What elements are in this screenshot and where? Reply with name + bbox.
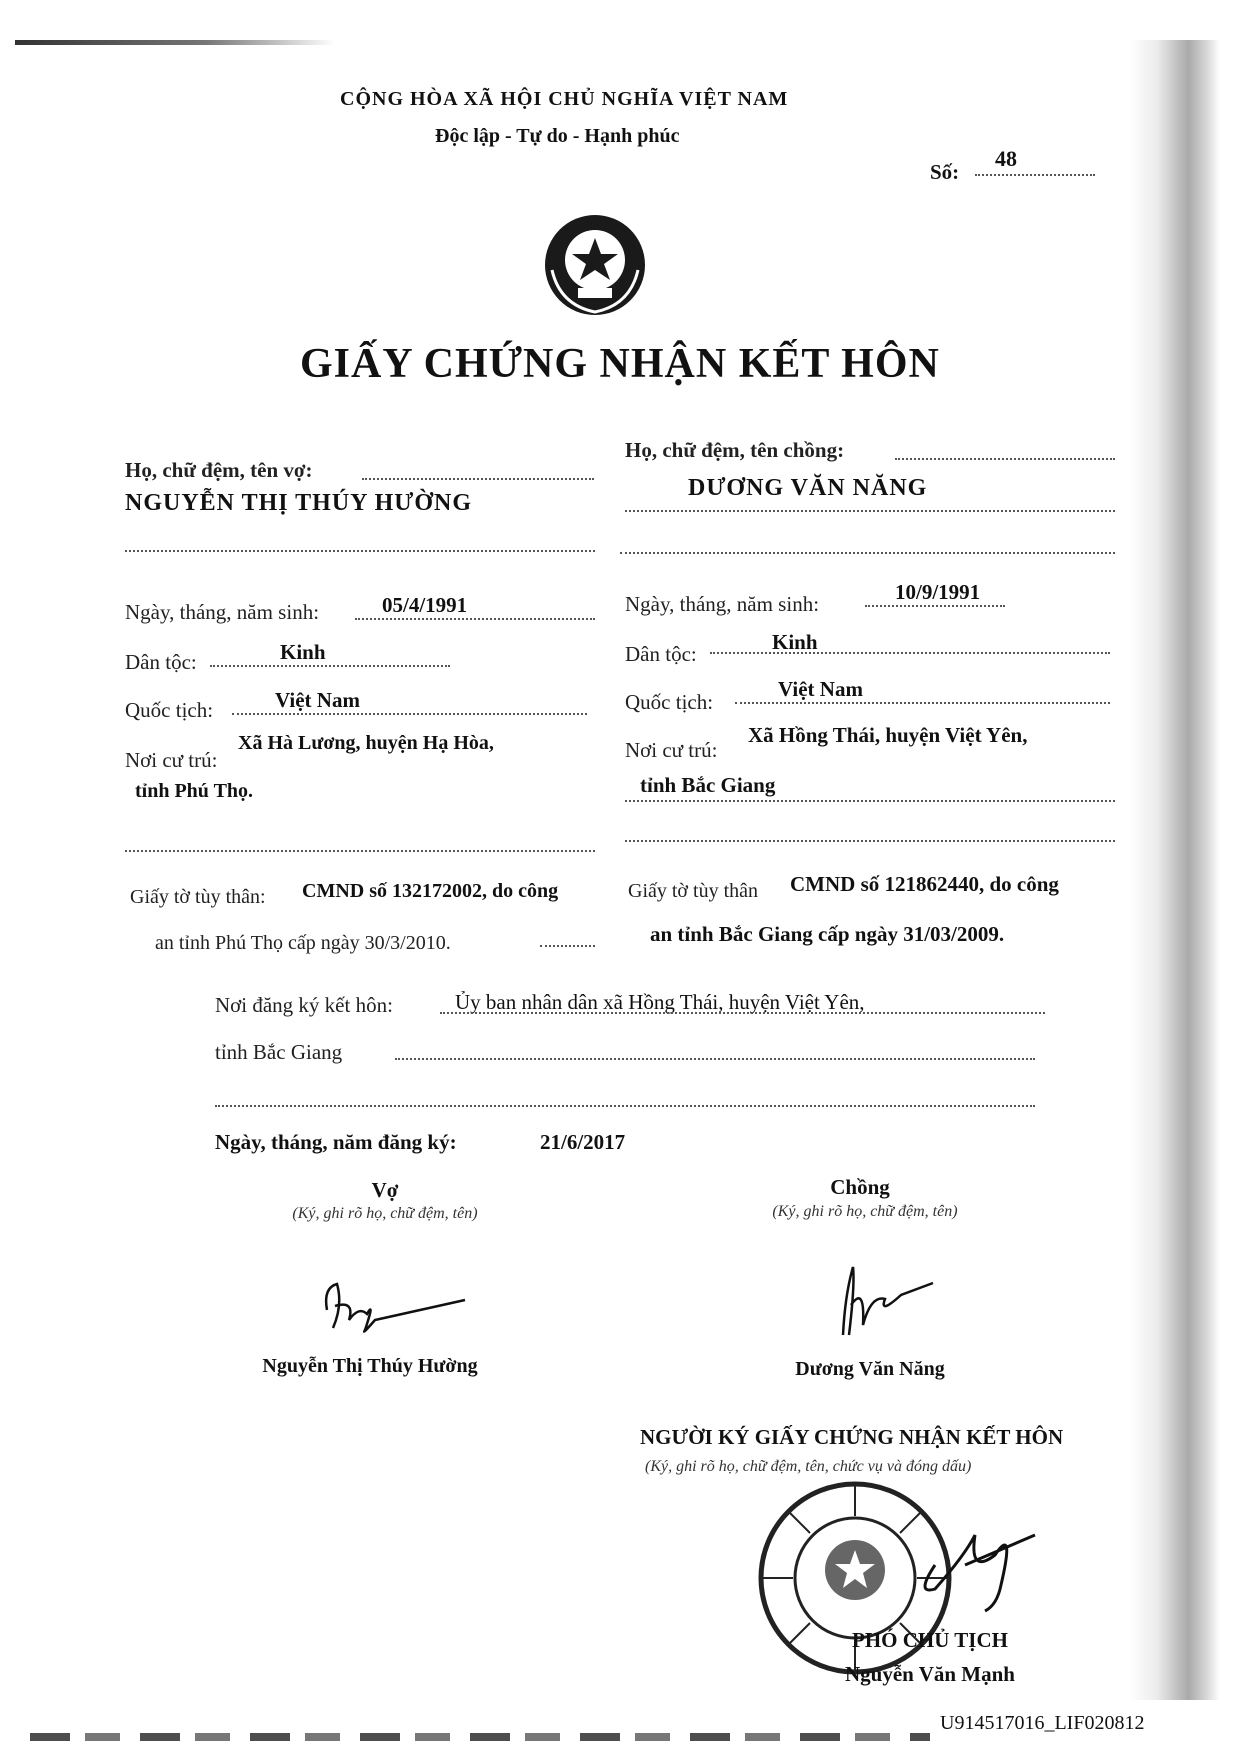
- registration-place-dots: [440, 1012, 1045, 1014]
- husband-nationality-dots: [735, 702, 1110, 704]
- husband-id-line1: CMND số 121862440, do công: [790, 872, 1059, 896]
- husband-ethnicity: Kinh: [772, 630, 818, 654]
- husband-name-dots-2: [625, 510, 1115, 512]
- wife-ethnicity: Kinh: [280, 640, 326, 664]
- husband-residence-dots-2: [625, 840, 1115, 842]
- scan-edge-top: [15, 40, 335, 45]
- wife-id-line1: CMND số 132172002, do công: [302, 880, 559, 902]
- registration-place-label: Nơi đăng ký kết hôn:: [215, 993, 393, 1017]
- number-value: 48: [995, 146, 1017, 171]
- wife-blank-dots: [125, 550, 595, 552]
- husband-name-dots: [895, 458, 1115, 460]
- husband-residence-label: Nơi cư trú:: [625, 738, 718, 762]
- husband-id-label: Giấy tờ tùy thân: [628, 880, 758, 902]
- husband-sign-note: (Ký, ghi rõ họ, chữ đệm, tên): [772, 1203, 958, 1220]
- official-position: PHÓ CHỦ TỊCH: [852, 1628, 1008, 1652]
- wife-id-dots: [540, 945, 595, 947]
- husband-nationality-label: Quốc tịch:: [625, 690, 714, 714]
- national-emblem-icon: [540, 210, 650, 320]
- husband-residence-line2: tỉnh Bắc Giang: [640, 773, 776, 797]
- scan-edge-bottom: [30, 1733, 930, 1741]
- husband-blank-dots: [620, 552, 1115, 554]
- husband-dob-label: Ngày, tháng, năm sinh:: [625, 592, 820, 616]
- registration-place-dots-2: [395, 1058, 1035, 1060]
- registration-place-line1: Ủy ban nhân dân xã Hồng Thái, huyện Việt Yên,: [455, 990, 865, 1014]
- husband-name: DƯƠNG VĂN NĂNG: [688, 475, 928, 501]
- scan-edge-right: [1130, 40, 1220, 1700]
- wife-dob-label: Ngày, tháng, năm sinh:: [125, 600, 320, 624]
- registration-blank-dots: [215, 1105, 1035, 1107]
- official-title: NGƯỜI KÝ GIẤY CHỨNG NHẬN KẾT HÔN: [640, 1425, 1064, 1449]
- number-dots: [975, 174, 1095, 176]
- official-note: (Ký, ghi rõ họ, chữ đệm, tên, chức vụ và đóng dấu): [645, 1458, 972, 1475]
- husband-id-line2: an tỉnh Bắc Giang cấp ngày 31/03/2009.: [650, 922, 1005, 946]
- husband-signature: [805, 1255, 945, 1345]
- document-title: GIẤY CHỨNG NHẬN KẾT HÔN: [300, 341, 940, 387]
- wife-name: NGUYỄN THỊ THÚY HƯỜNG: [125, 490, 473, 516]
- number-label: Số:: [930, 160, 960, 184]
- wife-nationality-dots: [232, 713, 587, 715]
- country-heading: CỘNG HÒA XÃ HỘI CHỦ NGHĨA VIỆT NAM: [340, 88, 789, 110]
- husband-nationality: Việt Nam: [778, 677, 863, 701]
- husband-ethnicity-dots: [710, 652, 1110, 654]
- wife-sign-note: (Ký, ghi rõ họ, chữ đệm, tên): [292, 1205, 478, 1222]
- husband-sign-name: Dương Văn Năng: [795, 1358, 945, 1380]
- wife-ethnicity-dots: [210, 665, 450, 667]
- wife-sign-title: Vợ: [371, 1178, 399, 1202]
- husband-residence-dots: [625, 800, 1115, 802]
- wife-residence-label: Nơi cư trú:: [125, 748, 218, 772]
- wife-dob: 05/4/1991: [382, 593, 468, 617]
- wife-dob-dots: [355, 618, 595, 620]
- wife-id-line2: an tỉnh Phú Thọ cấp ngày 30/3/2010.: [155, 932, 451, 954]
- registration-place-line2: tỉnh Bắc Giang: [215, 1040, 343, 1064]
- official-name: Nguyễn Văn Mạnh: [845, 1662, 1015, 1686]
- husband-dob: 10/9/1991: [895, 580, 981, 604]
- husband-residence-line1: Xã Hồng Thái, huyện Việt Yên,: [748, 723, 1028, 747]
- wife-nationality-label: Quốc tịch:: [125, 698, 214, 722]
- registration-date: 21/6/2017: [540, 1130, 626, 1154]
- husband-sign-title: Chồng: [830, 1175, 890, 1199]
- footer-code: U914517016_LIF020812: [940, 1712, 1145, 1734]
- wife-residence-line1: Xã Hà Lương, huyện Hạ Hòa,: [238, 732, 494, 754]
- husband-ethnicity-label: Dân tộc:: [625, 642, 697, 666]
- wife-id-label: Giấy tờ tùy thân:: [130, 886, 266, 908]
- wife-residence-line2: tỉnh Phú Thọ.: [135, 780, 254, 802]
- registration-date-label: Ngày, tháng, năm đăng ký:: [215, 1130, 457, 1154]
- wife-signature: [315, 1270, 475, 1340]
- wife-name-dots: [362, 478, 594, 480]
- husband-name-label: Họ, chữ đệm, tên chồng:: [625, 438, 845, 462]
- official-signature: [905, 1505, 1045, 1615]
- wife-nationality: Việt Nam: [275, 688, 360, 712]
- wife-name-label: Họ, chữ đệm, tên vợ:: [125, 458, 313, 482]
- husband-dob-dots: [865, 605, 1005, 607]
- wife-residence-dots: [125, 850, 595, 852]
- wife-sign-name: Nguyễn Thị Thúy Hường: [262, 1355, 478, 1377]
- motto: Độc lập - Tự do - Hạnh phúc: [435, 125, 680, 147]
- wife-ethnicity-label: Dân tộc:: [125, 650, 197, 674]
